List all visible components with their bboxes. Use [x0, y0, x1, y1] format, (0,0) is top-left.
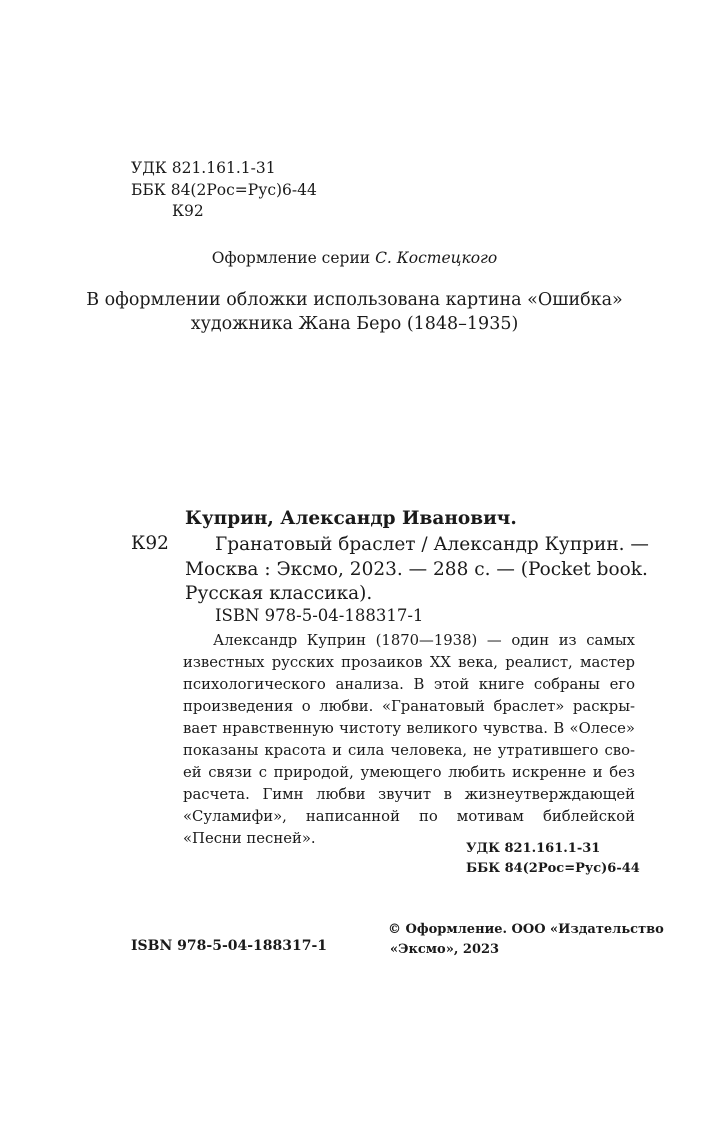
annotation-line: «Песни песней».	[183, 830, 316, 847]
copyright-line: © Оформление. ООО «Издательство	[388, 922, 664, 937]
copyright-line: «Эксмо», 2023	[390, 942, 500, 957]
annotation-line: известных русских прозаиков XX века, реалист, мастер	[183, 654, 635, 671]
annotation-line: Александр Куприн (1870—1938) — один из самых	[213, 632, 635, 649]
annotation-line: расчета. Гимн любви звучит в жизнеутверждающей	[183, 786, 635, 803]
annotation-line: показаны красота и сила человека, не утратившего сво-	[183, 742, 635, 759]
right-bbk-code: ББК 84(2Рос=Рус)6-44	[466, 861, 640, 876]
series-designer-name: С. Костецкого	[375, 249, 498, 267]
annotation-line: произведения о любви. «Гранатовый браслет» раскры-	[183, 698, 635, 715]
card-description-line: Москва : Эксмо, 2023. — 288 с. — (Pocket book.	[185, 558, 648, 580]
card-description	[185, 533, 649, 607]
card-author: Куприн, Александр Иванович.	[185, 508, 517, 529]
annotation-line: психологического анализа. В этой книге собраны его	[183, 676, 635, 693]
right-udk-code: УДК 821.161.1-31	[466, 841, 601, 856]
series-design-credit	[0, 249, 709, 267]
card-author-mark: К92	[131, 533, 169, 554]
bbk-code: ББК 84(2Рос=Рус)6-44	[131, 181, 317, 199]
card-isbn: ISBN 978-5-04-188317-1	[215, 606, 424, 625]
card-description-line: Гранатовый браслет / Александр Куприн. —	[215, 534, 649, 555]
udk-code: УДК 821.161.1-31	[131, 159, 276, 177]
cover-note-line: В оформлении обложки использована картина «Ошибка»	[86, 290, 623, 310]
cover-note	[0, 288, 709, 336]
series-design-label: Оформление серии	[211, 249, 371, 267]
footer-isbn: ISBN 978-5-04-188317-1	[131, 938, 328, 954]
annotation-line: «Суламифи», написанной по мотивам библейской	[183, 808, 635, 825]
cover-note-line: художника Жана Беро (1848–1935)	[190, 314, 519, 334]
annotation	[183, 630, 635, 850]
annotation-line: вает нравственную чистоту великого чувства. В «Олесе»	[183, 720, 635, 737]
right-classification	[466, 839, 640, 879]
card-description-line: Русская классика).	[185, 583, 373, 604]
author-mark: К92	[172, 202, 204, 220]
annotation-line: ей связи с природой, умеющего любить искренне и без	[183, 764, 635, 781]
copyright-notice	[388, 920, 664, 960]
